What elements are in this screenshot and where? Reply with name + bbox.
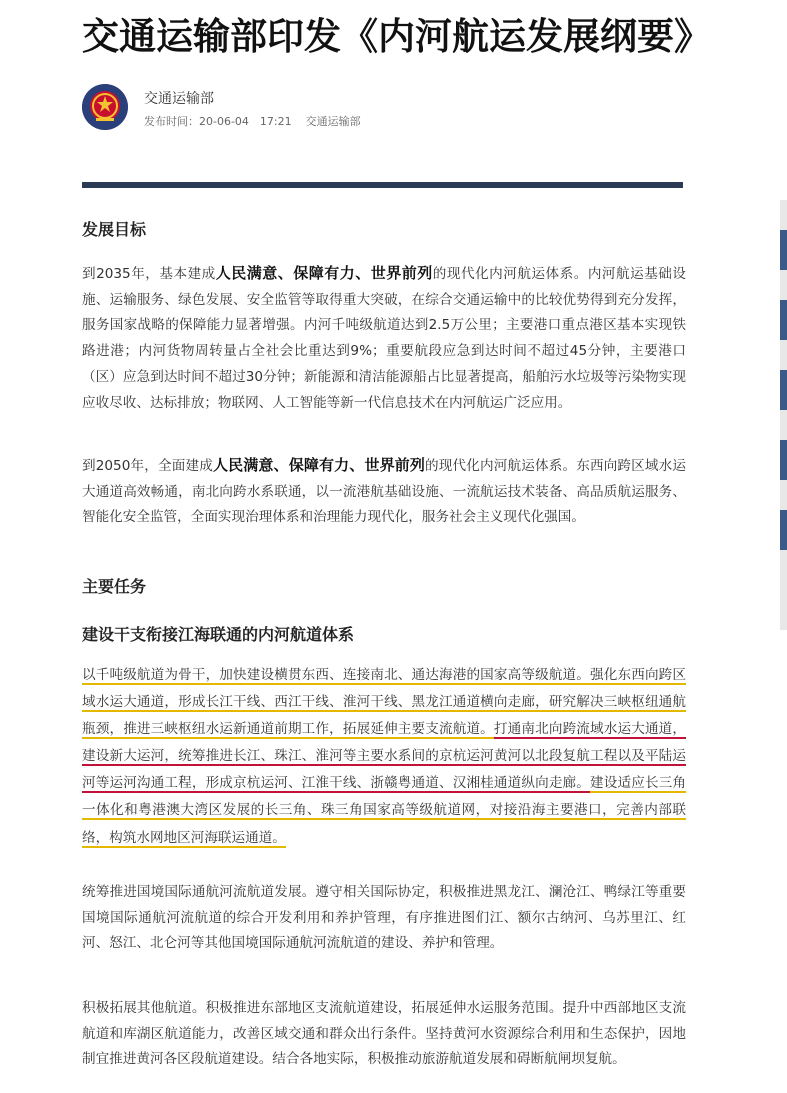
paragraph-border-rivers: 统筹推进国境国际通航河流航道发展。遵守相关国际协定，积极推进黑龙江、澜沧江、鸭绿江等重要国境国际通航河流航道的综合开发利用和养护管理，有序推进图们江、额尔古纳河、乌苏里江、红河、怒江、北仑河等其他国境国际通航河流航道的建设、养护和管理。: [82, 884, 686, 952]
p2-text-b: 的现代化内河航运体系。东西向跨区域水运大通道高效畅通，南北向跨水系联通，以一流港航基础设施、一流航运技术装备、高品质航运服务、智能化安全监管，全面实现治理体系和治理能力现代化，服务社会主义现代化强国。: [82, 458, 686, 526]
sidebar-ad-strip: [780, 200, 787, 630]
p2-text-a: 到2050年，全面建成: [82, 458, 213, 474]
divider-rule: [82, 182, 683, 188]
publish-meta: [144, 113, 361, 129]
publish-source[interactable]: 交通运输部: [305, 115, 361, 128]
highlight-yellow-2: 建设适应长三角一体化和粤港澳大湾区发展的长三角、珠三角国家高等级航道网，对接沿海主要港口，完善内部联络，构筑水网地区河海联运通道。: [82, 775, 687, 846]
highlighted-paragraph: [82, 662, 686, 852]
p1-bold: 人民满意、保障有力、世界前列: [215, 264, 433, 282]
subsection-heading-waterways: 建设干支衔接江海联通的内河航道体系: [82, 625, 355, 644]
highlight-yellow-1: 以千吨级航道为骨干，加快建设横贯东西、连接南北、通达海港的国家高等级航道。强化东西向跨区域水运大通道，形成长江干线、西江干线、淮河干线、黑龙江通道横向走廊，研究解决三峡枢纽通航瓶颈，推进三峡枢纽水运新通道前期工作，拓展延伸主要支流航道。: [82, 667, 686, 738]
author-name[interactable]: 交通运输部: [144, 91, 214, 107]
p1-text-a: 到2035年，基本建成: [82, 266, 216, 282]
section-heading-tasks: 主要任务: [82, 577, 147, 596]
highlight-red: 打通南北向跨流域水运大通道，建设新大运河，统筹推进长江、珠江、淮河等主要水系间的京杭运河黄河以北段复航工程以及平陆运河等运河沟通工程，形成京杭运河、江淮干线、浙赣粤通道、汉湘桂通道纵向走廊。: [82, 721, 687, 792]
paragraph-2050: [82, 453, 686, 531]
paragraph-other-waterways: 积极拓展其他航道。积极推进东部地区支流航道建设，拓展延伸水运服务范围。提升中西部地区支流航道和库湖区航道能力，改善区域交通和群众出行条件。坚持黄河水资源综合利用和生态保护，因地制宜推进黄河各区段航道建设。结合各地实际，积极推动旅游航道发展和碍断航闸坝复航。: [82, 1000, 686, 1068]
p1-text-b: 的现代化内河航运体系。内河航运基础设施、运输服务、绿色发展、安全监管等取得重大突破，在综合交通运输中的比较优势得到充分发挥，服务国家战略的保障能力显著增强。内河千吨级航道达到2.5万公里；主要港口重点港区基本实现铁路进港；内河货物周转量占全社会比重达到9%；重要航段应急到达时间不超过45分钟，主要港口（区）应急到达时间不超过30分钟；新能源和清洁能源船占比显著提高，船舶污水垃圾等污染物实现应收尽收、达标排放；物联网、人工智能等新一代信息技术在内河航运广泛应用。: [82, 266, 686, 411]
article-title: 交通运输部印发《内河航运发展纲要》: [82, 15, 711, 58]
paragraph-2035: [82, 261, 686, 416]
national-emblem-icon: [82, 84, 128, 130]
publish-time: 20-06-04 17:21: [199, 115, 292, 128]
publish-label: 发布时间：: [144, 115, 199, 128]
section-heading-goals: 发展目标: [82, 220, 147, 239]
p2-bold: 人民满意、保障有力、世界前列: [212, 456, 426, 474]
